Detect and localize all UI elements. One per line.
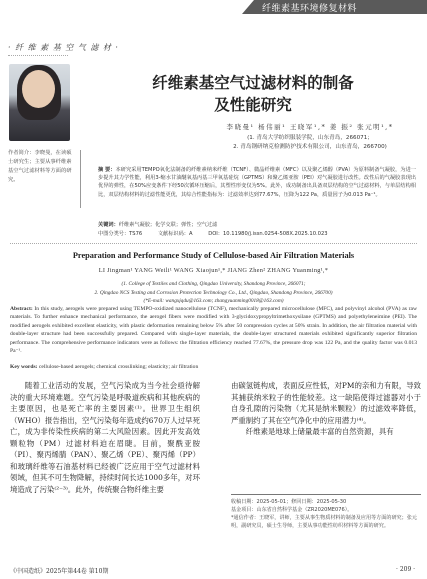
body-column-right: [231, 380, 421, 438]
footnote-fund: 基金项目：山东省自然科学基金（ZR2020ME076）。: [231, 507, 353, 513]
footnote: [231, 494, 421, 530]
author-bio: 作者简介：李晓曼，在读硕士研究生；主要从事纤维素基空气过滤材料等方面的研究。: [8, 150, 72, 183]
authors-cn: 李晓曼¹ 杨伟丽¹ 王晓军¹,* 姜 振² 张元明¹,*: [226, 123, 394, 131]
meta-cn: [98, 230, 416, 237]
footnote-received: 收稿日期：2025-05-01；修回日期：2025-05-30: [231, 499, 347, 505]
english-authors: LI Jingman¹ YANG Weili¹ WANG Xiaojun¹,* JIANG Zhen² ZHANG Yuanming¹,*: [98, 267, 329, 274]
keywords-cn-label: 关键词：: [98, 222, 119, 228]
english-keywords-label: Key words:: [10, 364, 38, 370]
section-divider: [8, 55, 68, 56]
english-contact-email[interactable]: (*E-mail: wangxjqdu@163.com; zhangyuanming0018@163.com): [143, 298, 284, 304]
journal-footer: 《中国造纸》2025年第44卷 第10期: [10, 568, 109, 575]
english-keywords: [10, 364, 417, 370]
clc-number: 中图分类号：TS76: [98, 231, 143, 237]
page-title-line2: 及性能研究: [214, 95, 292, 114]
english-title: Preparation and Performance Study of Cellulose-based Air Filtration Materials: [72, 251, 355, 260]
journal-header-text: 纤维素基环境修复材料: [262, 4, 358, 14]
abstract-cn: [98, 166, 416, 199]
body-right-paragraph-1: 由碳氢链构成，表面反应性低，对PM的亲和力有限，导致其捕获纳米粒子的性能较差。这一缺陷使得过滤器对小于自身孔隙的污染物（尤其是纳米颗粒）的过滤效率降低，严重制约了其在空气净化中的应用潜力⁽⁴⁾。: [231, 381, 421, 425]
english-abstract-text: In this study, aerogels were prepared using TEMPO-oxidized nanocellulose (TCNF), mechanically prepared microcellulose (MFC), and polyvinyl alcohol (PVA) as raw materials. To further enhance mechanical performance, the aerogel fibers were modified with 3-glycidoxypropyltrimethoxysilane (GPTMS) and polyethyleneimine (PEI). The modified aerogels exhibited excellent elasticity, with plastic deformation remaining below 5% after 50 compression cycles at 50% strain. In addition, the air filtration material with double-layer structure had been successfully prepared. Compared with single-layer materials, the double-layer structured materials exhibited significantly superior filtration performance. The comprehensive performance indicators were as follows: the filtration efficiency reached 77.67%, the pressure drop was 122 Pa, and the quality factor was 0.013 Pa⁻¹.: [10, 306, 417, 355]
abstract-cn-label: 摘 要：: [98, 167, 116, 173]
abstract-cn-text: 本研究采用TEMPO氧化法制备的纤维素纳米纤维（TCNF）、微晶纤维素（MFC）以及聚乙烯醇（PVA）为原料制备气凝胶，为进一步提升其力学性能，利用3-缩水甘油醚氧基丙基三甲氧基硅烷（GPTMS）和聚乙烯亚胺（PEI）对气凝胶进行改性。改性后的气凝胶表现出优异的弹性，在50%应变条件下经50次循环压缩后，其塑性形变仅为5%。此外，成功制备出具备双层结构的空气过滤材料，与单层结构相比，双层结构材料的过滤性能更优，其综合性能指标为：过滤效率达到77.67%，压降为122 Pa，质量因子为0.013 Pa⁻¹。: [98, 167, 416, 198]
english-affiliation-2: 2. Qingdao NCS Testing and Corrosion Protection Technology Co., Ltd., Qingdao, Shandong Province, 266700): [94, 289, 333, 296]
footnote-author-note: *通信作者：王晓军，讲师，主要从事生物质材料的制备及应用等方面的研究；张元明，副研究员，硕士生导师，主要从事功能性纺织材料等方面的研究。: [231, 515, 417, 529]
section-label: · 纤 维 素 基 空 气 滤 材 ·: [8, 43, 119, 52]
doi[interactable]: DOI：10.11980/j.issn.0254-508X.2025.10.023: [208, 231, 328, 237]
body-right-paragraph-2: 纤维素是地球上储量最丰富的自然资源，具有: [245, 427, 394, 436]
affiliation-cn-2: 2. 青岛钢研纳克检测防护技术有限公司，山东青岛，266700): [233, 144, 387, 150]
affiliation-cn-1: (1. 青岛大学纺织服装学院，山东青岛，266071；: [247, 135, 373, 141]
keywords-cn: [98, 221, 217, 228]
english-keywords-text: cellulose-based aerogels; chemical crosslinking; elasticity; air filtration: [38, 364, 199, 370]
english-affiliation-1: (1. College of Textiles and Clothing, Qingdao University, Shandong Province, 266071;: [121, 281, 306, 287]
body-column-left: 随着工业活动的发展，空气污染成为当今社会亟待解决的重大环境难题。空气污染是呼吸道疾病和其他疾病的主要原因，也是死亡率的主要因素⁽¹⁾。世界卫生组织（WHO）报告指出，空气污染每年造成约670万人过早死亡，成为非传染性疾病的第二大风险因素。因此开发高效颗粒物（PM）过滤材料迫在眉睫。目前，聚酰亚胺（PI）、聚丙烯腈（PAN）、聚乙烯（PE）、聚丙烯（PP）和玻璃纤维等石油基材料已经被广泛应用于空气过滤材料领域，但其不可生物降解，持续时间长达1000多年，对环境造成了污染⁽²⁻³⁾。此外，传统聚合物纤维主要: [10, 381, 200, 494]
page-number: · 209 ·: [396, 566, 416, 573]
keywords-cn-text: 纤维素气凝胶；化学交联；弹性；空气过滤: [118, 222, 218, 228]
page-title: [98, 72, 408, 116]
english-abstract: [10, 305, 417, 355]
abstract-divider: [10, 243, 417, 244]
page-title-line1: 纤维素基空气过滤材料的制备: [152, 73, 354, 92]
sidebar-divider: [80, 150, 81, 208]
author-photo-face: [22, 70, 55, 108]
english-affiliations: [10, 280, 417, 306]
english-abstract-label: Abstract:: [10, 306, 33, 312]
affiliations-cn: [200, 134, 420, 152]
document-code: 文献标识码：A: [157, 231, 193, 237]
